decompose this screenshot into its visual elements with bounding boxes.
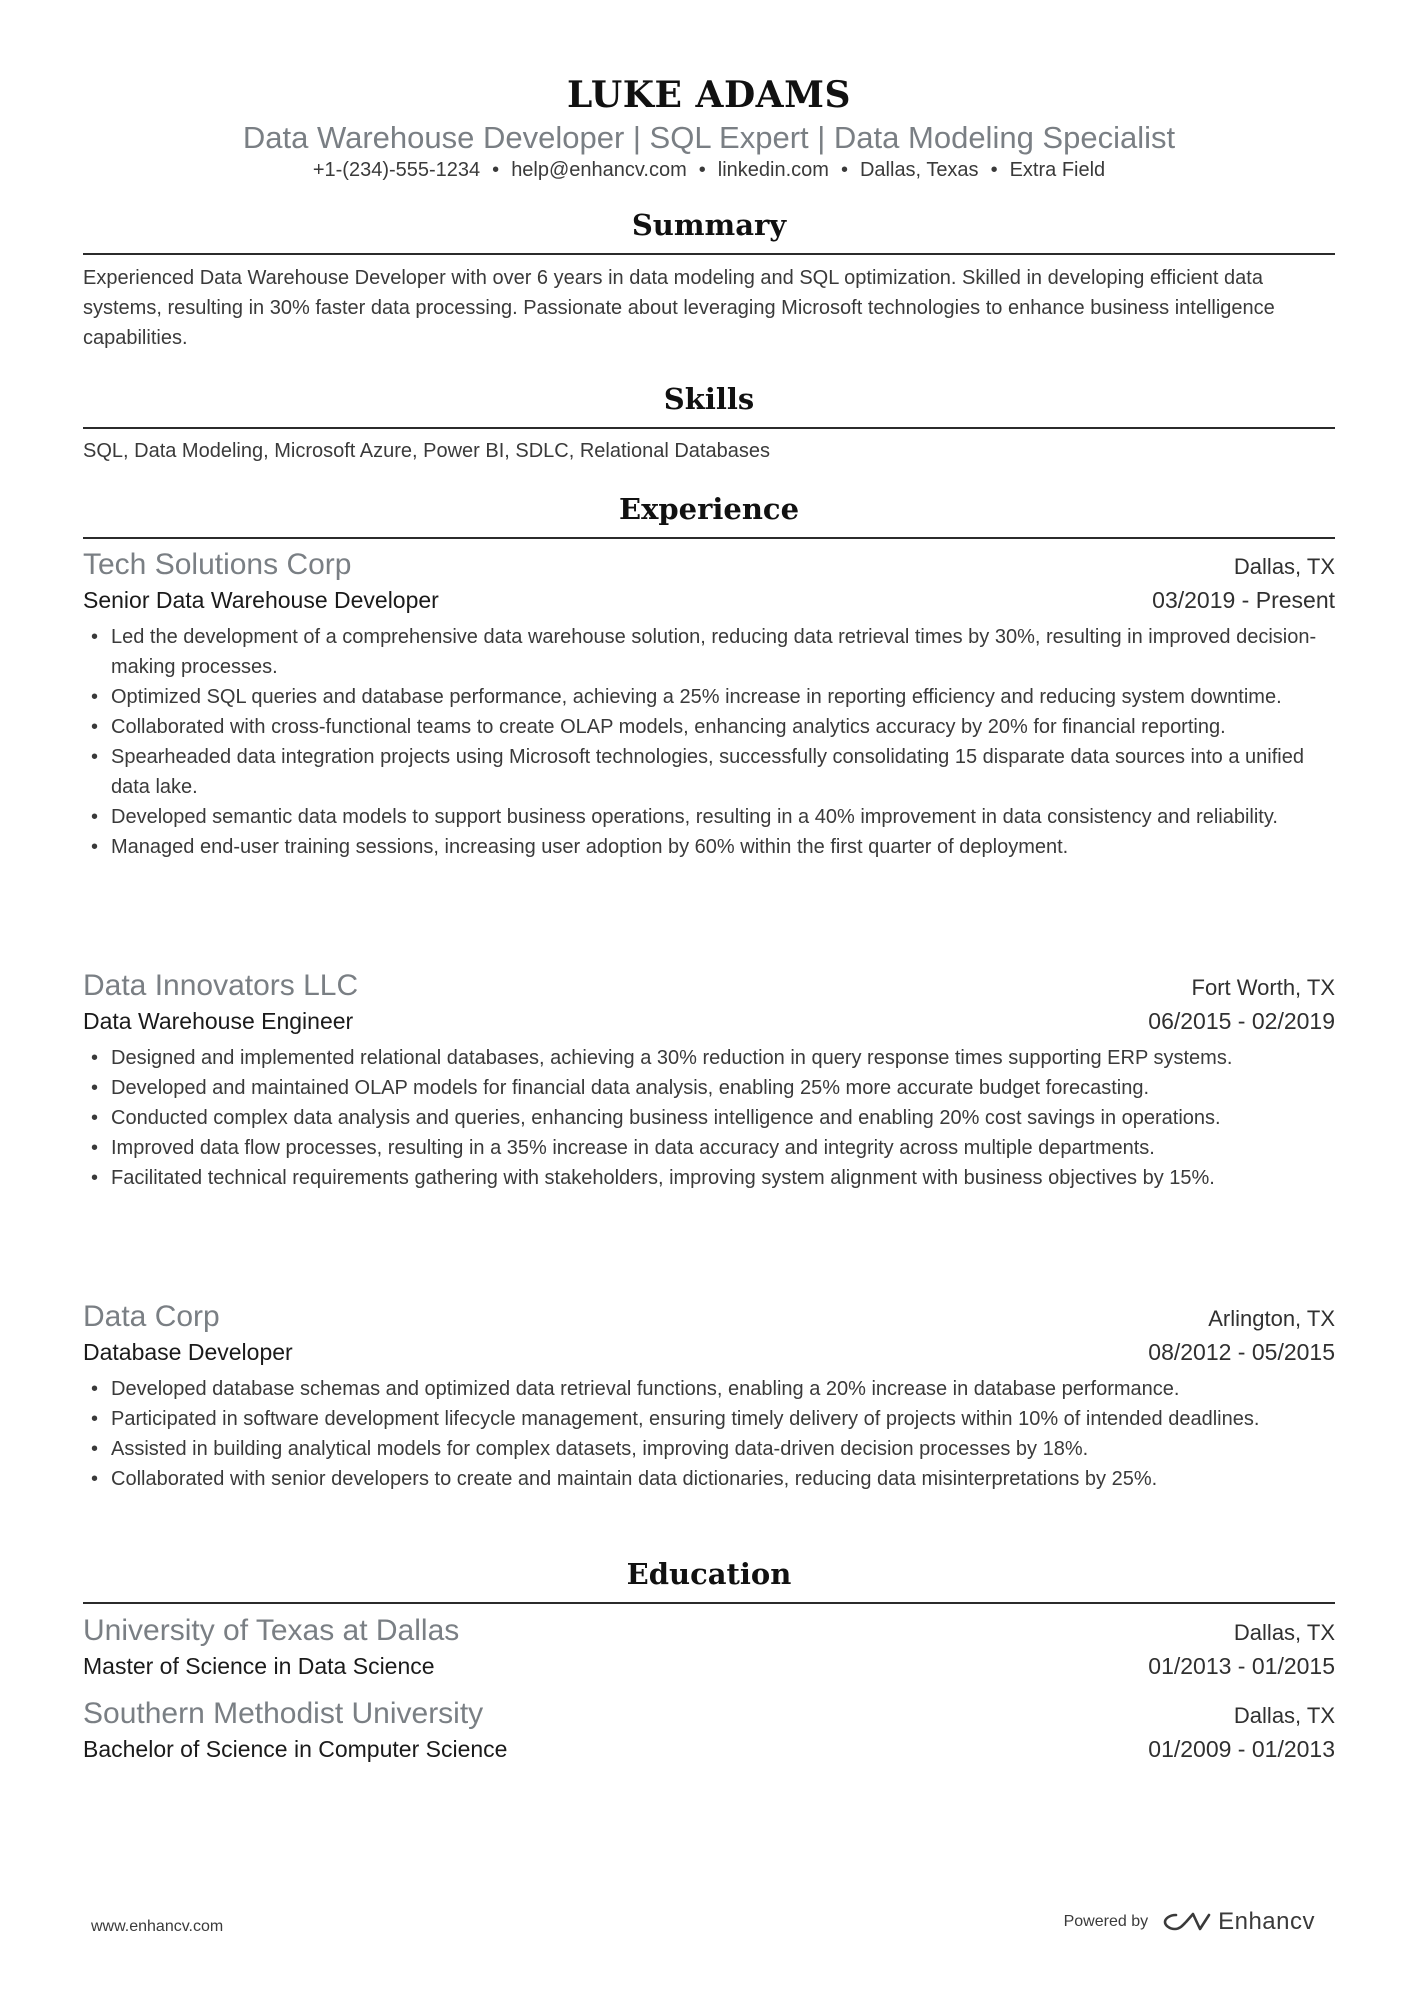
- bullet-text: Optimized SQL queries and database performance, achieving a 25% increase in reporting efficiency and reducing system downtime.: [111, 686, 1282, 708]
- bullet-text: Participated in software development lifecycle management, ensuring timely delivery of projects within 10% of intended deadlines.: [111, 1408, 1260, 1430]
- bullet-glyph: •: [91, 1408, 99, 1430]
- job-company: Tech Solutions Corp: [83, 548, 352, 581]
- bullet-text: Developed and maintained OLAP models for financial data analysis, enabling 25% more accurate budget forecasting.: [111, 1077, 1150, 1099]
- contact-separator: •: [990, 159, 998, 181]
- summary-heading: Summary: [631, 208, 787, 242]
- education-location: Dallas, TX: [1233, 1620, 1335, 1645]
- bullet-text: Developed semantic data models to support business operations, resulting in a 40% improvement in data consistency and reliability.: [111, 806, 1278, 828]
- job-location: Fort Worth, TX: [1191, 975, 1335, 1000]
- bullet-text: Assisted in building analytical models for complex datasets, improving data-driven decision processes by 18%.: [111, 1438, 1089, 1460]
- job-header: [83, 967, 1335, 1005]
- contact-location: Dallas, Texas: [859, 159, 979, 181]
- bullet-text: Designed and implemented relational databases, achieving a 30% reduction in query response times supporting ERP systems.: [111, 1047, 1233, 1069]
- bullet-text: Developed database schemas and optimized data retrieval functions, enabling a 20% increase in database performance.: [111, 1378, 1180, 1400]
- enhancv-logo-icon: [1162, 1909, 1212, 1935]
- job-bullets: [83, 1043, 1335, 1193]
- skills-heading: Skills: [663, 382, 755, 416]
- list-item: [83, 832, 1335, 862]
- bullet-glyph: •: [91, 686, 99, 708]
- job-subheader: [83, 585, 1335, 615]
- bullet-glyph: •: [91, 1077, 99, 1099]
- education-school: University of Texas at Dallas: [83, 1614, 460, 1647]
- footer-brand-link[interactable]: [1162, 1908, 1315, 1936]
- job-role: Database Developer: [83, 1339, 293, 1365]
- contact-linkedin[interactable]: linkedin.com: [717, 159, 829, 181]
- bullet-glyph: •: [91, 1137, 99, 1159]
- footer-website[interactable]: www.enhancv.com: [91, 1918, 224, 1935]
- list-item: [83, 1434, 1335, 1464]
- education-location: Dallas, TX: [1233, 1703, 1335, 1728]
- contact-separator: •: [840, 159, 848, 181]
- skills-divider: [83, 427, 1335, 429]
- education-header: [83, 1612, 1335, 1650]
- experience-divider: [83, 537, 1335, 539]
- bullet-glyph: •: [91, 806, 99, 828]
- job-header: [83, 1298, 1335, 1336]
- job-location: Arlington, TX: [1208, 1306, 1335, 1331]
- list-item: [83, 682, 1335, 712]
- list-item: [83, 1133, 1335, 1163]
- job-bullets: [83, 622, 1335, 862]
- footer-powered-by: Powered by: [1063, 1913, 1149, 1930]
- education-degree: Bachelor of Science in Computer Science: [83, 1736, 508, 1762]
- skills-text: SQL, Data Modeling, Microsoft Azure, Power BI, SDLC, Relational Databases: [83, 440, 770, 462]
- bullet-glyph: •: [91, 836, 99, 858]
- job-subheader: [83, 1337, 1335, 1367]
- bullet-text: Facilitated technical requirements gathering with stakeholders, improving system alignment with business objectives by 15%.: [111, 1167, 1215, 1189]
- job-header: [83, 546, 1335, 584]
- job-subheader: [83, 1006, 1335, 1036]
- footer-brand-name: Enhancv: [1218, 1908, 1315, 1935]
- bullet-glyph: •: [91, 1468, 99, 1490]
- contact-email[interactable]: help@enhancv.com: [511, 159, 687, 181]
- education-degree: Master of Science in Data Science: [83, 1653, 435, 1679]
- bullet-glyph: •: [91, 716, 99, 738]
- education-heading: Education: [626, 1557, 792, 1591]
- education-dates: 01/2013 - 01/2015: [1148, 1653, 1335, 1679]
- bullet-text: Collaborated with cross-functional teams to create OLAP models, enhancing analytics accuracy by 20% for financial reporting.: [111, 716, 1226, 738]
- bullet-text: Spearheaded data integration projects using Microsoft technologies, successfully consolidating 15 disparate data sources into a unified data lake.: [111, 746, 1304, 798]
- bullet-text: Collaborated with senior developers to create and maintain data dictionaries, reducing data misinterpretations by 25%.: [111, 1468, 1158, 1490]
- list-item: [83, 1103, 1335, 1133]
- footer-branding: [1064, 1908, 1315, 1936]
- list-item: [83, 802, 1335, 832]
- list-item: [83, 1043, 1335, 1073]
- contact-line: [83, 157, 1335, 183]
- list-item: [83, 742, 1335, 802]
- bullet-glyph: •: [91, 1167, 99, 1189]
- summary-text: Experienced Data Warehouse Developer with over 6 years in data modeling and SQL optimization. Skilled in developing efficient data systems, resulting in 30% faster data processing. Passionate about leveraging Microsoft technologies to enhance business intelligence capabilities.: [83, 267, 1275, 349]
- list-item: [83, 1404, 1335, 1434]
- bullet-glyph: •: [91, 1107, 99, 1129]
- bullet-text: Conducted complex data analysis and queries, enhancing business intelligence and enabling 20% cost savings in operations.: [111, 1107, 1221, 1129]
- candidate-name: LUKE ADAMS: [567, 74, 851, 116]
- experience-heading: Experience: [618, 492, 800, 526]
- education-subheader: [83, 1734, 1335, 1764]
- list-item: [83, 712, 1335, 742]
- list-item: [83, 622, 1335, 682]
- bullet-glyph: •: [91, 1047, 99, 1069]
- bullet-glyph: •: [91, 1378, 99, 1400]
- job-role: Senior Data Warehouse Developer: [83, 587, 439, 613]
- candidate-headline: Data Warehouse Developer | SQL Expert | Data Modeling Specialist: [242, 120, 1176, 155]
- job-bullets: [83, 1374, 1335, 1494]
- education-school: Southern Methodist University: [83, 1697, 484, 1730]
- contact-phone: +1-(234)-555-1234: [312, 159, 481, 181]
- bullet-text: Led the development of a comprehensive data warehouse solution, reducing data retrieval times by 30%, resulting in improved decision-making processes.: [111, 626, 1317, 678]
- education-subheader: [83, 1651, 1335, 1681]
- summary-divider: [83, 253, 1335, 255]
- education-divider: [83, 1602, 1335, 1604]
- bullet-text: Managed end-user training sessions, increasing user adoption by 60% within the first quarter of deployment.: [111, 836, 1069, 858]
- list-item: [83, 1163, 1335, 1193]
- job-dates: 03/2019 - Present: [1152, 587, 1335, 613]
- bullet-text: Improved data flow processes, resulting in a 35% increase in data accuracy and integrity across multiple departments.: [111, 1137, 1155, 1159]
- list-item: [83, 1073, 1335, 1103]
- bullet-glyph: •: [91, 746, 99, 768]
- contact-extra: Extra Field: [1009, 159, 1106, 181]
- contact-separator: •: [492, 159, 500, 181]
- list-item: [83, 1464, 1335, 1494]
- job-company: Data Corp: [83, 1300, 220, 1333]
- contact-separator: •: [698, 159, 706, 181]
- list-item: [83, 1374, 1335, 1404]
- job-location: Dallas, TX: [1233, 554, 1335, 579]
- bullet-glyph: •: [91, 626, 99, 648]
- job-dates: 06/2015 - 02/2019: [1148, 1008, 1335, 1034]
- education-header: [83, 1695, 1335, 1733]
- job-dates: 08/2012 - 05/2015: [1148, 1339, 1335, 1365]
- job-company: Data Innovators LLC: [83, 969, 359, 1002]
- job-role: Data Warehouse Engineer: [83, 1008, 354, 1034]
- education-dates: 01/2009 - 01/2013: [1148, 1736, 1335, 1762]
- bullet-glyph: •: [91, 1438, 99, 1460]
